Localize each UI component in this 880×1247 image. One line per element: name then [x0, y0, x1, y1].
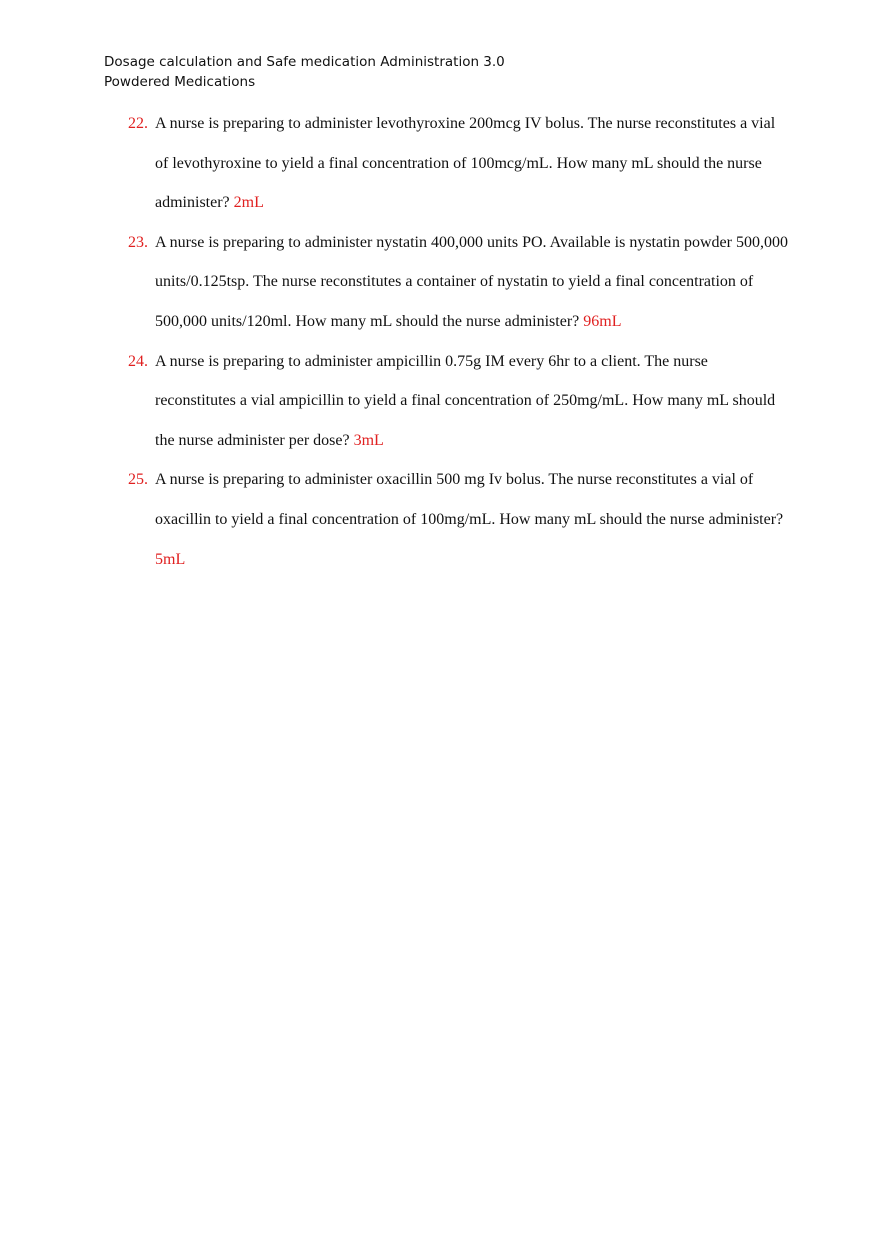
question-number: 23.	[128, 233, 148, 251]
header-subtitle: Powdered Medications	[104, 74, 256, 90]
question-number: 22.	[128, 115, 148, 132]
header-title: Dosage calculation and Safe medication Administration 3.0	[104, 54, 505, 70]
question-text: A nurse is preparing to administer levothyroxine 200mcg IV bolus. The nurse reconstitutes a vial of levothyroxine to yield a final concentration of 100mcg/mL. How many mL should the nurse administer?	[155, 115, 776, 212]
page-header	[104, 52, 505, 92]
question-item	[128, 342, 788, 461]
question-item	[128, 223, 788, 342]
question-number: 24.	[128, 352, 148, 370]
question-number: 25.	[128, 471, 148, 489]
question-answer: 96mL	[583, 312, 622, 330]
question-answer: 2mL	[233, 194, 264, 212]
question-item	[128, 460, 788, 579]
question-item	[128, 104, 788, 223]
question-list	[128, 104, 788, 579]
question-answer: 5mL	[155, 550, 186, 568]
question-text: A nurse is preparing to administer ampicillin 0.75g IM every 6hr to a client. The nurse reconstitutes a vial ampicillin to yield a final concentration of 250mg/mL. How many mL should the nurse administer per dose?	[155, 352, 776, 449]
question-text: A nurse is preparing to administer nystatin 400,000 units PO. Available is nystatin powder 500,000 units/0.125tsp. The nurse reconstitutes a container of nystatin to yield a final concentration of 500,000 units/120ml. How many mL should the nurse administer?	[155, 233, 788, 330]
question-text: A nurse is preparing to administer oxacillin 500 mg Iv bolus. The nurse reconstitutes a vial of oxacillin to yield a final concentration of 100mg/mL. How many mL should the nurse administer?	[155, 471, 784, 528]
question-answer: 3mL	[353, 431, 384, 449]
